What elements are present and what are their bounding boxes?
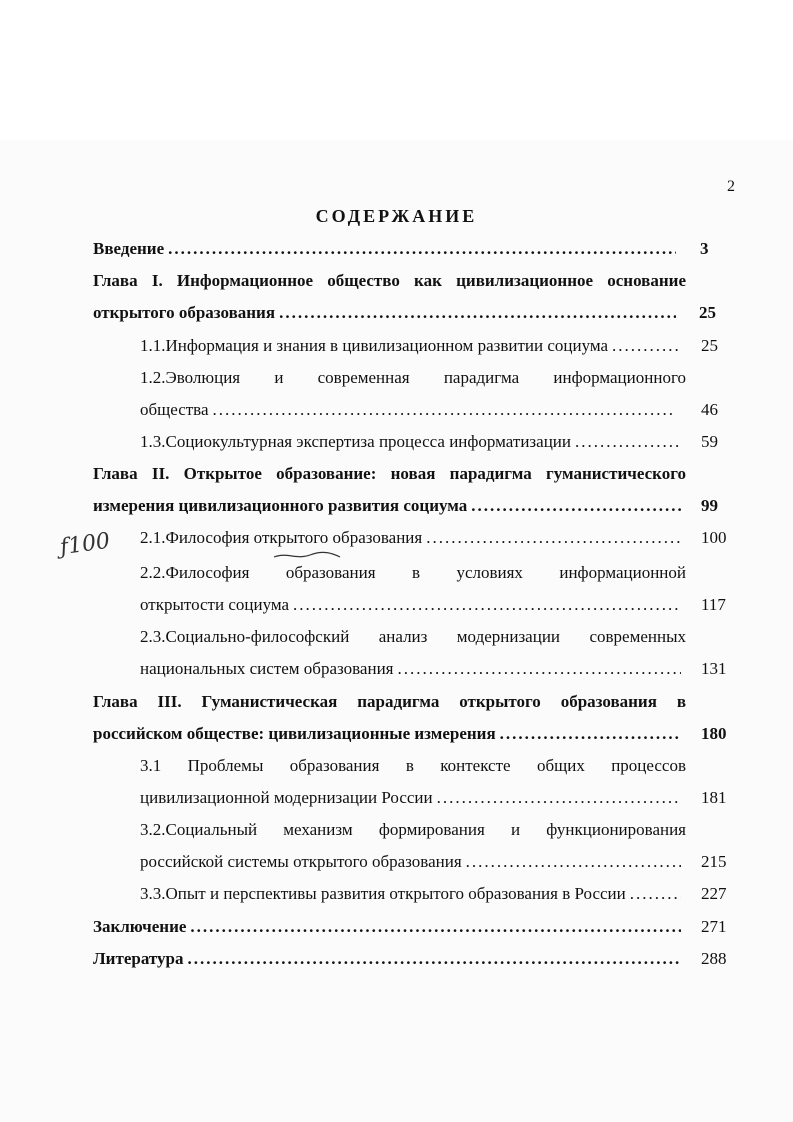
leader-dots [466, 846, 681, 878]
leader-dots [213, 394, 676, 426]
toc-entry-label: Заключение [93, 917, 187, 936]
toc-entry-label: общества [140, 400, 209, 419]
toc-entry-section-2-2[interactable] [140, 557, 686, 589]
toc-entry-label: открытости социума [140, 595, 290, 614]
toc-entry-label: Литература [93, 949, 184, 968]
page-number: 2 [727, 178, 735, 195]
leader-dots [168, 233, 676, 265]
toc-entry-label: 1.1.Информация и знания в цивилизационном развитии социума [140, 336, 609, 355]
toc-entry-label: Глава III. Гуманистическая парадигма открытого образования в [93, 692, 686, 711]
toc-page-number: 117 [701, 595, 726, 614]
toc-entry-conclusion[interactable] [93, 911, 685, 943]
toc-entry-label: цивилизационной модернизации России [140, 788, 433, 807]
toc-page-number: 215 [701, 852, 727, 871]
leader-dots [187, 943, 681, 975]
toc-entry-section-1-2-cont[interactable] [140, 394, 680, 426]
toc-entry-section-1-3[interactable] [140, 426, 685, 458]
pen-underline-mark [272, 551, 342, 561]
toc-page-number: 271 [701, 917, 727, 936]
toc-page-number: 3 [700, 239, 709, 258]
leader-dots [397, 653, 681, 685]
toc-entry-label: российском обществе: цивилизационные измерения [93, 724, 496, 743]
leader-dots [575, 426, 681, 458]
toc-entry-section-3-1[interactable] [140, 750, 686, 782]
toc-entry-chapter-2-cont[interactable] [93, 490, 685, 522]
toc-entry-label: 2.1.Философия открытого образования [140, 528, 423, 547]
page-title: СОДЕРЖАНИЕ [315, 206, 478, 226]
toc-entry-label: национальных систем образования [140, 659, 394, 678]
toc-entry-intro[interactable] [93, 233, 680, 265]
toc-entry-section-3-3[interactable] [140, 878, 685, 910]
toc-page-number: 99 [701, 496, 718, 515]
toc-entry-chapter-3-cont[interactable] [93, 718, 685, 750]
toc-entry-chapter-1[interactable] [93, 265, 686, 297]
toc-entry-label: Глава I. Информационное общество как цивилизационное основание [93, 271, 686, 290]
leader-dots [612, 330, 681, 362]
toc-entry-section-3-2[interactable] [140, 814, 686, 846]
toc-entry-section-2-1[interactable] [140, 522, 685, 554]
toc-page-number: 181 [701, 788, 727, 807]
toc-entry-section-3-1-cont[interactable] [140, 782, 685, 814]
toc-entry-chapter-3[interactable] [93, 686, 686, 718]
toc-entry-label: 1.2.Эволюция и современная парадигма информационного [140, 368, 686, 387]
leader-dots [471, 490, 681, 522]
toc-page-number: 59 [701, 432, 718, 451]
handwritten-annotation: ƒ100 [58, 528, 112, 561]
toc-entry-label: 3.1 Проблемы образования в контексте общих процессов [140, 756, 686, 775]
toc-entry-section-1-1[interactable] [140, 330, 685, 362]
toc-entry-section-3-2-cont[interactable] [140, 846, 685, 878]
leader-dots [630, 878, 681, 910]
toc-entry-section-2-3-cont[interactable] [140, 653, 685, 685]
toc-entry-label: открытого образования [93, 303, 276, 322]
toc-page-number: 131 [701, 659, 727, 678]
toc-entry-section-2-2-cont[interactable] [140, 589, 685, 621]
toc-page-number: 25 [701, 336, 718, 355]
toc-page-number: 100 [701, 528, 727, 547]
toc-page-number: 288 [701, 949, 727, 968]
toc-entry-section-2-3[interactable] [140, 621, 686, 653]
leader-dots [437, 782, 681, 814]
toc-entry-chapter-2[interactable] [93, 458, 686, 490]
leader-dots [426, 522, 681, 554]
toc-page-number: 25 [699, 303, 716, 322]
toc-entry-literature[interactable] [93, 943, 685, 975]
leader-dots [500, 718, 681, 750]
toc-entry-section-1-2[interactable] [140, 362, 686, 394]
toc-entry-label: 2.3.Социально-философский анализ модернизации современных [140, 627, 686, 646]
toc-entry-chapter-1-cont[interactable] [93, 297, 680, 329]
toc-entry-label: 1.3.Социокультурная экспертиза процесса информатизации [140, 432, 571, 451]
toc-entry-label: Глава II. Открытое образование: новая парадигма гуманистического [93, 464, 686, 483]
leader-dots [190, 911, 681, 943]
toc-entry-label: 3.3.Опыт и перспективы развития открытого образования в России [140, 884, 626, 903]
toc-page-number: 180 [701, 724, 727, 743]
toc-entry-label: российской системы открытого образования [140, 852, 462, 871]
leader-dots [279, 297, 676, 329]
toc-entry-label: измерения цивилизационного развития социума [93, 496, 468, 515]
toc-entry-label: 3.2.Социальный механизм формирования и функционирования [140, 820, 686, 839]
toc-entry-label: Введение [93, 239, 165, 258]
toc-page-number: 46 [701, 400, 718, 419]
toc-page-number: 227 [701, 884, 727, 903]
leader-dots [293, 589, 681, 621]
toc-entry-label: 2.2.Философия образования в условиях информационной [140, 563, 686, 582]
